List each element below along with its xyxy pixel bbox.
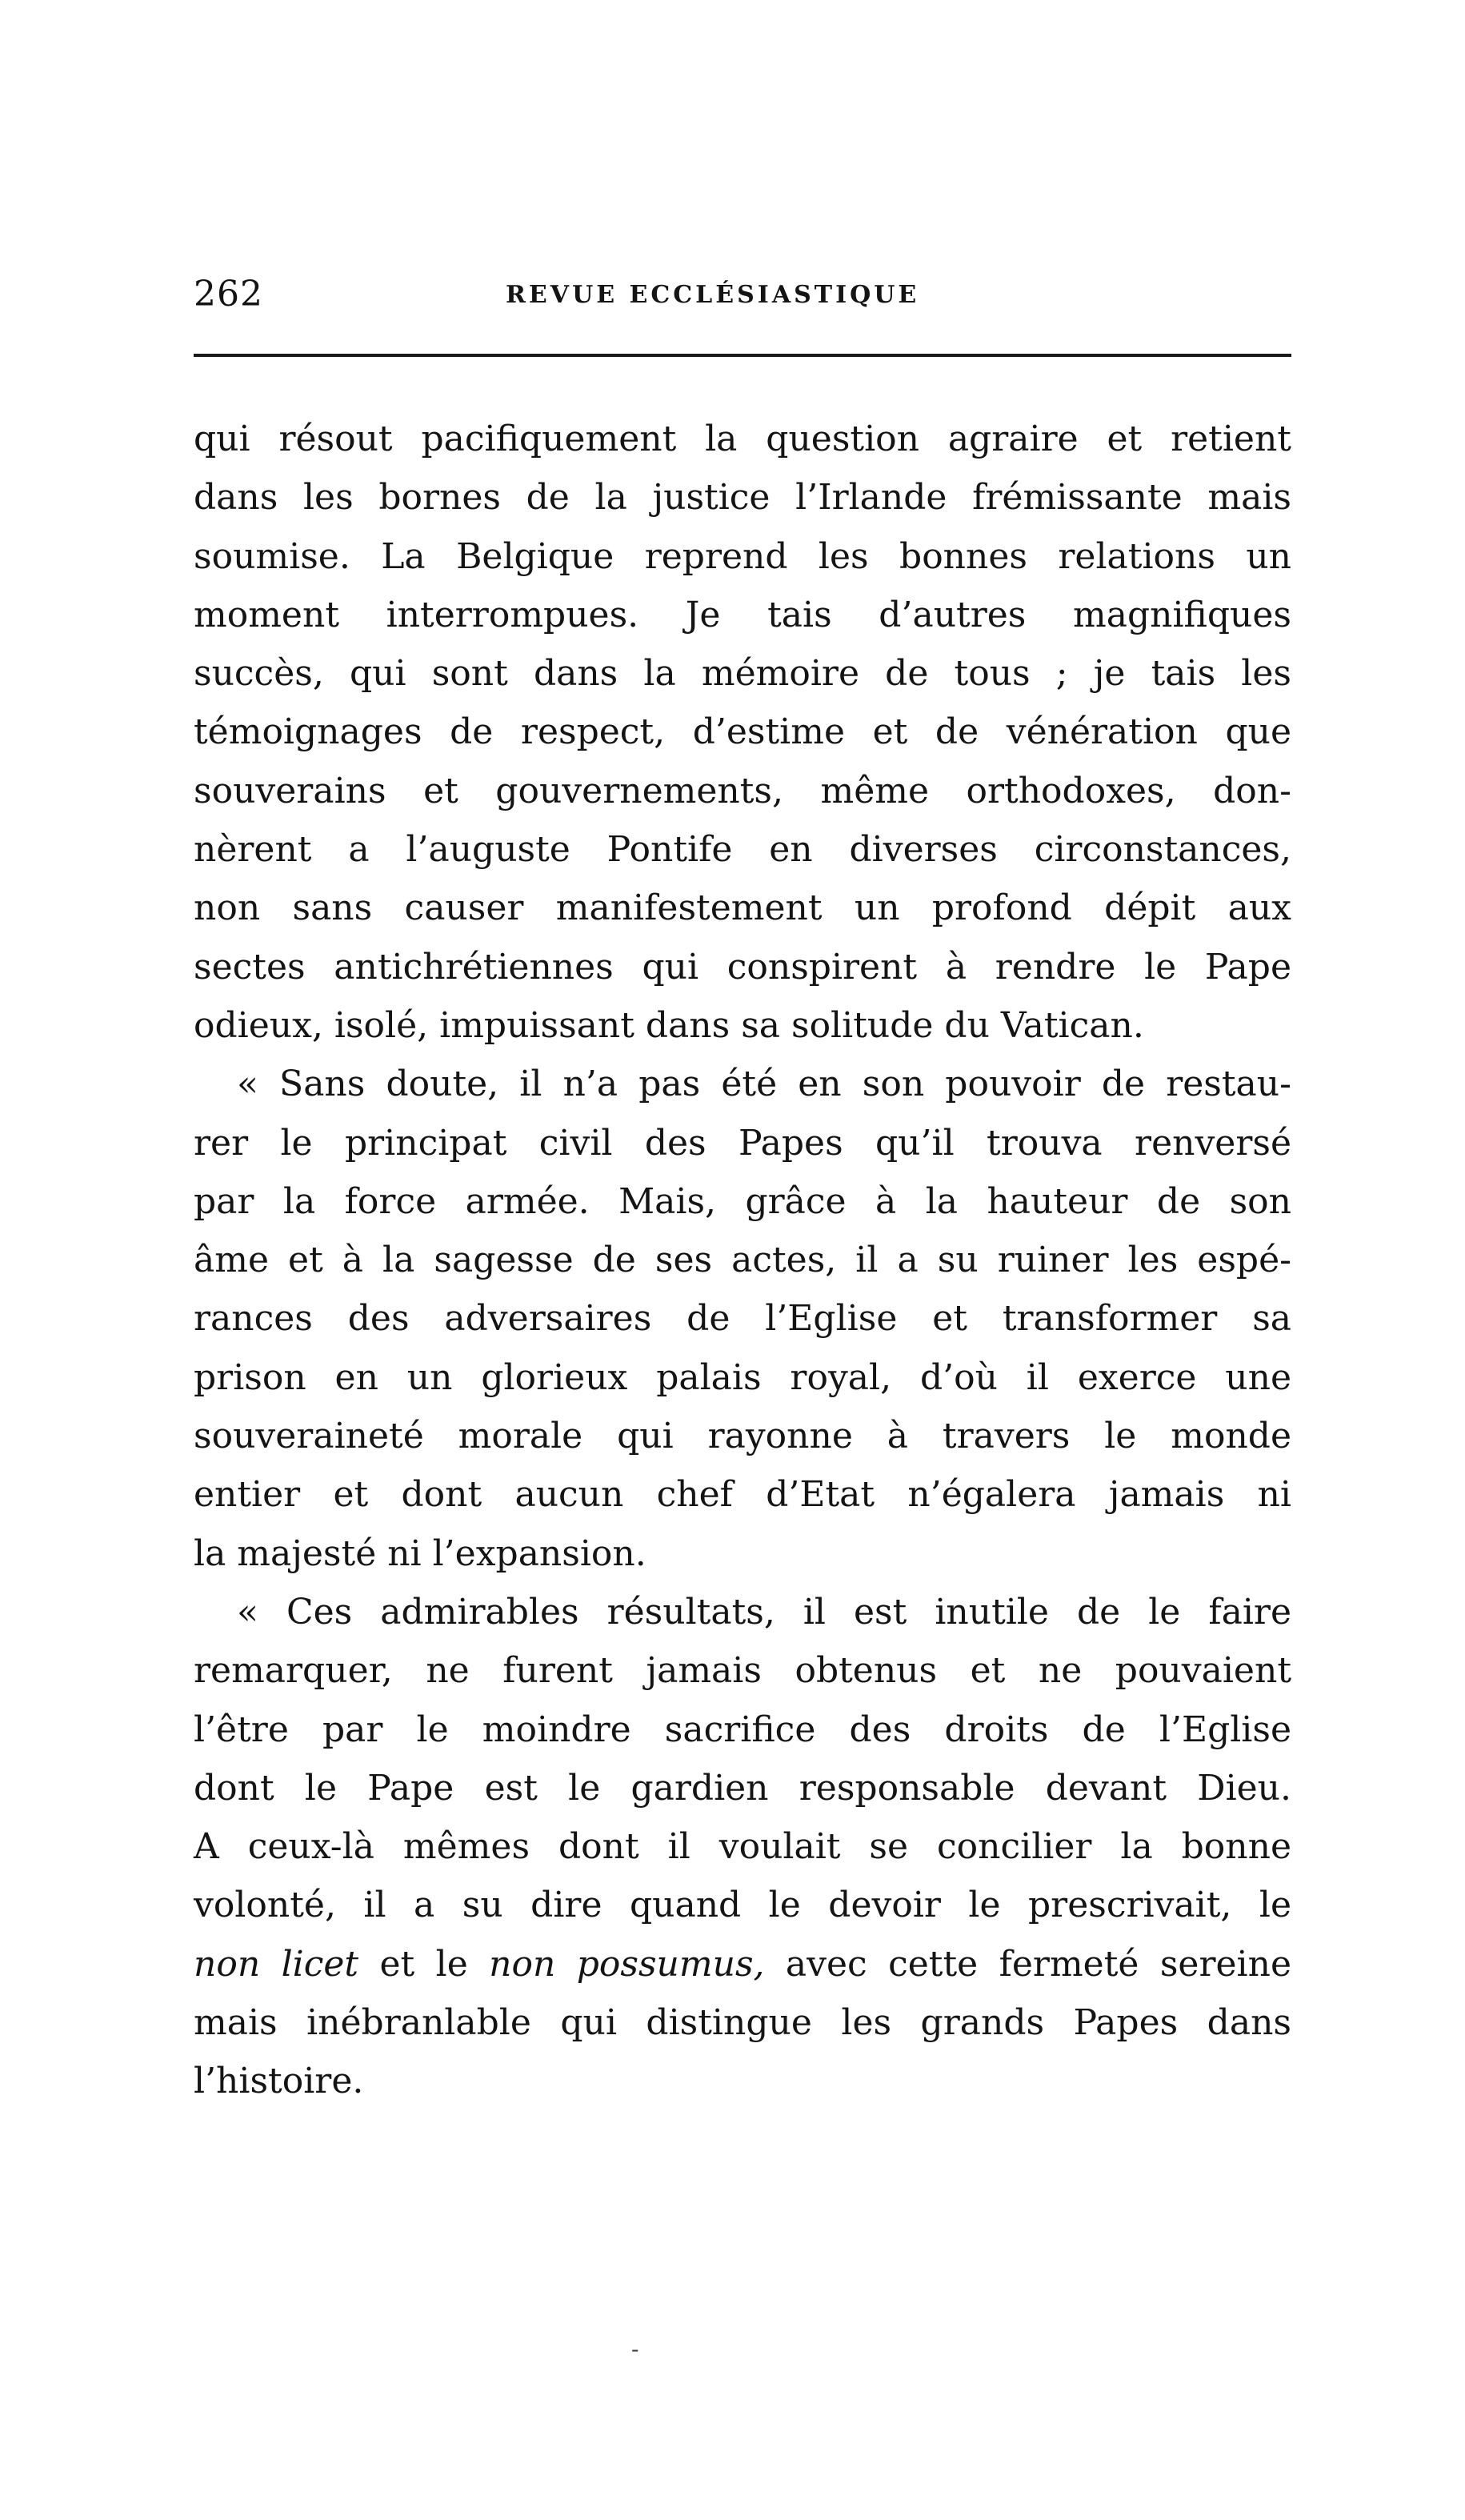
text-line: qui résout pacifiquement la question agraire et retient <box>194 419 1291 459</box>
text-line: soumise. La Belgique reprend les bonnes relations un <box>194 535 1291 577</box>
text-line: souveraineté morale qui rayonne à travers le monde <box>194 1416 1291 1457</box>
text-line: moment interrompues. Je tais d’autres magnifiques <box>194 594 1291 635</box>
text-line: la majesté ni l’expansion. <box>194 1532 646 1574</box>
text-line: l’être par le moindre sacrifice des droits de l’Eglise <box>194 1709 1291 1750</box>
text-line: succès, qui sont dans la mémoire de tous ; je tais les <box>194 653 1291 695</box>
text-line: rer le principat civil des Papes qu’il trouva renversé <box>194 1122 1291 1164</box>
text-line: entier et dont aucun chef d’Etat n’égalera jamais ni <box>194 1474 1291 1516</box>
body-text <box>194 410 1291 2111</box>
text-line: remarquer, ne furent jamais obtenus et ne pouvaient <box>194 1650 1291 1692</box>
text-line: témoignages de respect, d’estime et de vénération que <box>194 711 1291 753</box>
running-head <box>194 270 1291 319</box>
page-number: 262 <box>194 274 263 314</box>
text-line: mais inébranlable qui distingue les grands Papes dans <box>194 2002 1291 2044</box>
header-rule <box>194 354 1291 357</box>
text-line: nèrent a l’auguste Pontife en diverses circonstances, <box>194 829 1291 871</box>
text-line: non sans causer manifestement un profond dépit aux <box>194 887 1291 929</box>
latin-phrase: non licet <box>194 1943 359 1985</box>
text-line <box>194 1935 1291 1993</box>
text-line: dont le Pape est le gardien responsable devant Dieu. <box>194 1767 1291 1809</box>
text-line: prison en un glorieux palais royal, d’où il exerce une <box>194 1356 1291 1398</box>
footer-mark: - <box>631 2336 639 2362</box>
latin-phrase: non possumus, <box>489 1943 765 1985</box>
text-line: « Sans doute, il n’a pas été en son pouvoir de restau- <box>237 1064 1291 1105</box>
text-line: A ceux-là mêmes dont il voulait se concilier la bonne <box>194 1826 1291 1868</box>
text-line: par la force armée. Mais, grâce à la hauteur de son <box>194 1180 1291 1222</box>
text-line: volonté, il a su dire quand le devoir le prescrivait, le <box>194 1885 1291 1926</box>
running-title: REVUE ECCLÉSIASTIQUE <box>506 281 920 309</box>
text-line: dans les bornes de la justice l’Irlande frémissante mais <box>194 477 1291 519</box>
text-line: souverains et gouvernements, même orthodoxes, don- <box>194 770 1291 811</box>
text-span: et le <box>358 1943 490 1985</box>
text-line: odieux, isolé, impuissant dans sa solitude du Vatican. <box>194 1004 1144 1046</box>
text-line: l’histoire. <box>194 2061 364 2102</box>
text-line: rances des adversaires de l’Eglise et transformer sa <box>194 1298 1291 1340</box>
text-line: « Ces admirables résultats, il est inutile de le faire <box>237 1591 1291 1633</box>
text-line: âme et à la sagesse de ses actes, il a su ruiner les espé- <box>194 1240 1291 1281</box>
text-span: avec cette fermeté sereine <box>764 1943 1291 1985</box>
text-line: sectes antichrétiennes qui conspirent à rendre le Pape <box>194 946 1291 988</box>
